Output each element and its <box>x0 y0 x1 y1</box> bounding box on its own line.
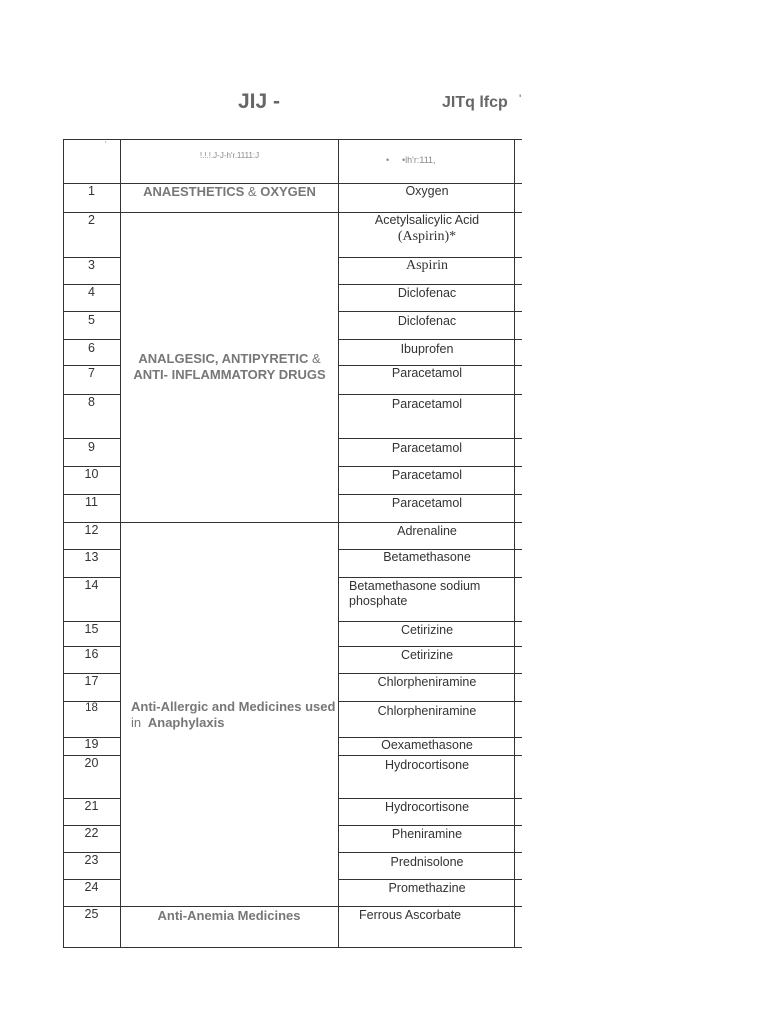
category-anti-anemia: Anti-Anemia Medicines <box>157 908 301 923</box>
sno: 1 <box>88 184 95 198</box>
item-name: Hydrocortisone <box>384 758 470 772</box>
item-name: Paracetamol <box>391 397 463 411</box>
item-name: Adrenaline <box>397 524 457 538</box>
item-name: Paracetamol <box>391 496 463 510</box>
row-line <box>338 577 522 578</box>
sno: 15 <box>84 622 99 636</box>
sno: 21 <box>84 799 99 813</box>
header-col-item: •lh'r:111, <box>402 155 436 165</box>
item-name-sub: (Aspirin)* <box>397 229 457 244</box>
item-name: Pheniramine <box>391 827 463 841</box>
row-line <box>338 394 522 395</box>
row-line <box>338 755 522 756</box>
item-name: Cetirizine <box>400 648 454 662</box>
row-line <box>338 438 522 439</box>
row-line <box>338 646 522 647</box>
sno: 12 <box>84 523 99 537</box>
header-tick: ' <box>519 92 522 106</box>
row-line <box>63 906 522 907</box>
category-anti-allergic: Anti-Allergic and Medicines used in Anaphylaxis <box>131 699 336 730</box>
sno: 18 <box>85 702 98 714</box>
sno: 23 <box>84 853 99 867</box>
row-line <box>338 311 522 312</box>
row-line <box>338 852 522 853</box>
header-mark: ' <box>105 140 107 149</box>
header-right-title: JITq lfcp <box>442 94 508 111</box>
row-line <box>338 339 522 340</box>
category-analgesic: ANALGESIC, ANTIPYRETIC & ANTI- INFLAMMATORY DRUGS <box>133 351 326 382</box>
item-name: Promethazine <box>388 881 466 895</box>
sno: 6 <box>88 341 95 355</box>
row-line <box>63 311 120 312</box>
item-name: Paracetamol <box>391 441 463 455</box>
sno: 22 <box>84 826 99 840</box>
sno: 25 <box>84 907 99 921</box>
sno: 24 <box>84 880 99 894</box>
item-name: Chlorpheniramine <box>377 704 477 718</box>
sno: 4 <box>88 285 95 299</box>
sno: 19 <box>84 737 99 751</box>
sno: 8 <box>88 395 95 409</box>
header-bullet: • <box>386 155 390 165</box>
category-anaesthetics: ANAESTHETICS & OXYGEN <box>143 184 316 199</box>
item-name: Oexamethasone <box>381 738 473 752</box>
sno: 16 <box>84 647 99 661</box>
item-name: Ibuprofen <box>400 342 454 356</box>
sno: 11 <box>85 495 98 509</box>
row-line <box>338 284 522 285</box>
row-line <box>338 621 522 622</box>
row-line <box>63 522 522 523</box>
row-line <box>338 879 522 880</box>
row-line <box>338 798 522 799</box>
row-line <box>338 701 522 702</box>
item-name: Aspirin <box>406 258 448 273</box>
table-divider-1 <box>120 139 121 948</box>
item-name: Diclofenac <box>397 314 457 328</box>
sno: 7 <box>88 366 95 380</box>
item-name: Prednisolone <box>390 855 464 869</box>
sno: 5 <box>88 313 95 327</box>
sno: 2 <box>88 213 95 227</box>
row-line <box>63 947 522 948</box>
row-line <box>338 825 522 826</box>
item-name: Betamethasone sodium <box>349 579 481 593</box>
item-name: Paracetamol <box>391 468 463 482</box>
item-name: Diclofenac <box>397 286 457 300</box>
item-name: Chlorpheniramine <box>377 675 477 689</box>
item-name: Acetylsalicylic Acid <box>374 213 480 227</box>
sno: 14 <box>84 578 99 592</box>
sno: 10 <box>84 467 99 481</box>
header-left-title: JIJ - <box>238 90 281 113</box>
item-name-sub: phosphate <box>349 594 408 608</box>
item-name: Hydrocortisone <box>384 800 470 814</box>
sno: 20 <box>84 756 99 770</box>
sno: 3 <box>88 258 95 272</box>
sno: 17 <box>84 674 99 688</box>
sno: 9 <box>88 440 95 454</box>
header-col-category: !.!.!.J-J-h'r.1111:J <box>199 151 260 160</box>
item-name: Ferrous Ascorbate <box>359 908 462 922</box>
sno: 13 <box>84 550 99 564</box>
item-name: Betamethasone <box>383 550 471 564</box>
item-name: Oxygen <box>405 184 449 198</box>
item-name: Paracetamol <box>391 366 463 380</box>
item-name: Cetirizine <box>400 623 454 637</box>
row-line <box>63 339 120 340</box>
row-line <box>63 438 120 439</box>
row-line <box>338 466 522 467</box>
row-line <box>338 673 522 674</box>
row-line <box>63 139 522 140</box>
row-line <box>338 494 522 495</box>
